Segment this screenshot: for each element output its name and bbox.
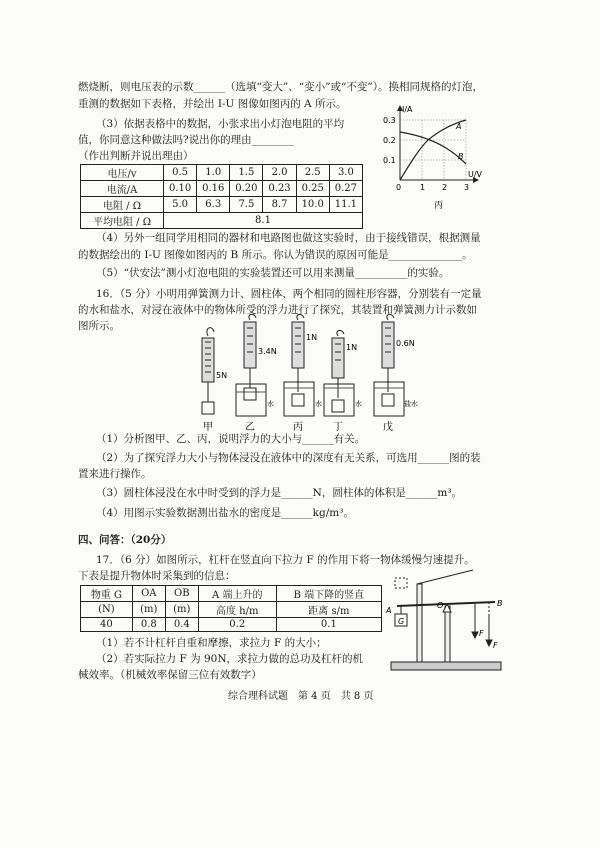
table-row [81,602,382,618]
apparatus-jia [202,328,214,414]
figure-label: 丁 [333,422,343,433]
q16-line2: 的水和盐水，对浸在液体中的物体所受的浮力进行了探究，其装置和弹簧测力计示数如 [78,304,477,316]
lever-figure [385,566,510,678]
base [391,662,501,670]
header-cell: (m) [132,602,165,618]
table-row [81,197,363,213]
frame-top [417,570,473,584]
curve-b-label: B [458,152,464,161]
liquid-label: 水 [315,400,322,408]
iu-graph [378,102,488,214]
row-label: 电流/A [81,181,164,197]
q16-3: （3）圆柱体浸没在水中时受到的浮力是______N，圆柱体的体积是______m³。 [96,487,463,499]
liquid-label: 盐水 [404,400,418,408]
liquid-label: 水 [267,400,274,408]
q17-2-line1: （2）若实际拉力 F 为 90N，求拉力做的总功及杠杆的机 [96,653,364,665]
lever-table [80,585,382,632]
y-tick: 0.3 [383,116,396,125]
table-row [81,586,382,602]
header-cell: (N) [81,602,133,618]
header-cell: OB [165,586,198,602]
q17-line2: 下表是提升物体时采集到的信息： [78,570,236,582]
cell: 2.0 [263,165,296,181]
page-footer: 综合理科试题 第 4 页 共 8 页 [228,691,374,702]
cell: 0.8 [132,618,165,632]
row-label: 电阻 / Ω [81,197,164,213]
weight-raised [395,578,407,588]
header-cell: 物重 G [81,586,133,602]
apparatus-wu [374,314,404,416]
cell: 0.16 [197,181,230,197]
cell: 6.3 [197,197,230,213]
q4-line2: 的数据绘出的 I-U 图像如图丙的 B 所示。你认为错误的原因可能是______________。 [78,249,473,261]
reading-ding: 1N [346,343,358,352]
header-cell: (m) [165,602,198,618]
table-row [81,213,363,229]
curve-a-label: A [456,122,462,131]
cell: 40 [81,618,133,632]
header-cell: B 端下降的竖直 [276,586,381,602]
x-tick: 0 [396,183,402,192]
q16-2-line1: （2）为了探究浮力大小与物体浸没在液体中的深度有无关系，可选用______图的装 [96,452,481,464]
weight-label: G [398,617,405,626]
x-axis-label: U/V [468,170,483,179]
figure-label: 丙 [293,422,303,433]
x-tick: 3 [464,183,470,192]
figure-label: 甲 [203,422,213,433]
y-tick: 0.1 [383,156,396,165]
q4-line1: （4）另外一组同学用相同的器材和电路图也做这实验时，由于接线错误，根据测量 [96,232,481,244]
cell: 10.0 [296,197,329,213]
apparatus-yi [236,314,266,416]
cell: 5.0 [164,197,197,213]
cell: 0.10 [164,181,197,197]
para1-line2: 重测的数据如下表格，并绘出 I-U 图像如图丙的 A 所示。 [78,98,347,110]
cell: 0.4 [165,618,198,632]
q3-line3: （作出判断并说出理由） [78,150,194,162]
cell: 3.0 [329,165,362,181]
cell: 7.5 [230,197,263,213]
point-b-label: B [497,599,503,608]
q16-1: （1）分析图甲、乙、丙，说明浮力的大小与______有关。 [96,433,366,445]
liquid-label: 水 [355,400,362,408]
header-cell: OA [132,586,165,602]
reading-wu: 0.6N [396,339,415,348]
point-a-label: A [386,606,392,615]
reading-jia: 5N [216,371,228,380]
reading-yi: 3.4N [258,347,277,356]
post-mid [445,606,450,662]
cell: 0.20 [230,181,263,197]
pivot-label: O [437,601,444,610]
cell: 11.1 [329,197,362,213]
y-axis-label: I/A [402,105,413,114]
cell: 2.5 [296,165,329,181]
figure-label: 戊 [383,422,393,433]
q3-line1: （3）依据表格中的数据，小张求出小灯泡电阻的平均 [96,118,345,130]
header-cell: 距离 s/m [276,602,381,618]
cell: 1.0 [197,165,230,181]
cell: 0.1 [276,618,381,632]
cell: 0.2 [198,618,276,632]
q17-1: （1）若不计杠杆自重和摩擦，求拉力 F 的大小； [96,637,327,649]
graph-caption: 丙 [434,201,444,211]
header-cell: 高度 h/m [198,602,276,618]
cell: 1.5 [230,165,263,181]
q16-line3: 图所示。 [78,320,120,332]
cell: 8.1 [164,213,363,229]
cell: 8.7 [263,197,296,213]
force-label: F [479,629,484,638]
y-tick: 0.2 [383,136,396,145]
table-row [81,181,363,197]
data-table [80,164,363,229]
section-heading: 四、问答：（20分） [78,534,172,546]
row-label: 平均电阻 / Ω [81,213,164,229]
buoyancy-apparatus [180,312,425,437]
q3-line2: 值，你同意这种做法吗?说出你的理由________ [78,134,294,146]
q16-line1: 16．（5 分）小明用弹簧测力计、圆柱体、两个相同的圆柱形容器，分别装有一定量 [96,288,482,300]
q5-line: （5）“伏安法”测小灯泡电阻的实验装置还可以用来测量__________的实验。 [96,267,450,279]
row-label: 电压/v [81,165,164,181]
q16-2-line2: 置来进行操作。 [78,468,152,480]
cell: 0.23 [263,181,296,197]
cell: 0.25 [296,181,329,197]
post-left [417,584,422,662]
reading-bing: 1N [306,333,318,342]
table-row [81,165,363,181]
apparatus-bing [284,314,314,416]
cell: 0.5 [164,165,197,181]
q17-2-line2: 械效率。（机械效率保留三位有效数字） [78,669,262,681]
header-cell: A 端上升的 [198,586,276,602]
para1-line1: 燃烧断，则电压表的示数______（选填“变大”、“变小”或“不变”）。换相同规格的灯泡， [78,81,483,93]
table-row [81,618,382,632]
cell: 0.27 [329,181,362,197]
q16-4: （4）用图示实验数据测出盐水的密度是______kg/m³。 [96,507,354,519]
x-tick: 1 [420,183,426,192]
force-label: F [493,641,498,650]
q17-line1: 17．（6 分）如图所示，杠杆在竖直向下拉力 F 的作用下将一物体缓慢匀速提升。 [96,554,475,566]
figure-label: 乙 [245,422,255,433]
x-tick: 2 [442,183,448,192]
